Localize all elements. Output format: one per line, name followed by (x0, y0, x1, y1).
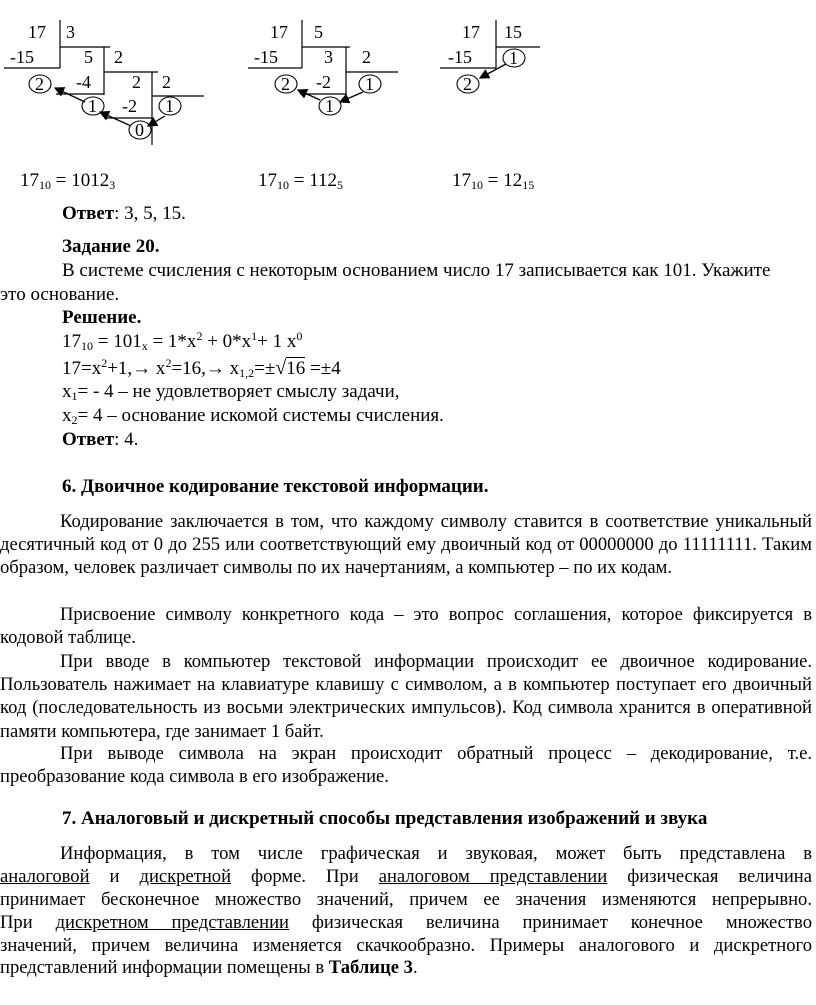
div1-q2: 2 (132, 72, 141, 92)
section6-paragraph-2: Присвоение символу конкретного кода – это вопрос соглашения, которое фиксируется в кодовой таблице. (0, 604, 812, 649)
div2-divisor: 5 (314, 22, 323, 42)
div1-divisor: 3 (66, 22, 75, 42)
div2-q2: 1 (365, 74, 374, 94)
div3-divisor: 15 (504, 22, 522, 42)
div1-r1: 2 (35, 74, 44, 94)
result-base5: $17_{10} = 112_5$ (258, 170, 344, 192)
div1-sub3: -2 (122, 96, 137, 116)
equation-2: $17=x^2+1,\to x^2=16,\to x_{1,2}=\pm√16 =\pm 4$ (62, 356, 341, 380)
table-reference: Таблице 3 (328, 957, 413, 978)
result-base3: $17_{10} = 1012_3$ (20, 170, 116, 192)
div3-q1: 1 (509, 48, 518, 68)
section7-line-1: Информация, в том числе графическая и звуковая, может быть представлена в (60, 843, 812, 864)
div2-r1: 2 (281, 74, 290, 94)
div3-r1: 2 (463, 74, 472, 94)
div2-sub2: -2 (316, 72, 331, 92)
div2-q1: 3 (324, 47, 333, 67)
division-diagrams (0, 0, 816, 200)
div3-dividend: 17 (462, 22, 480, 42)
section7-line-6: представлений информации помещены в Таблице 3. (0, 957, 418, 978)
div2-r2: 1 (325, 96, 334, 116)
div2-d2: 2 (362, 47, 371, 67)
equation-1: $17_{10} = 101_x = 1*x^2 + 0*x^1+ 1$ $x^0$ (62, 329, 303, 353)
section6-paragraph-1: Кодирование заключается в том, что каждому символу ставится в соответствие уникальный десятичный код от 0 до 255 или соответствующий ему двоичный код от 00000000 до 11111111. Таким образом, человек различает символы по их начертаниям, а компьютер – по их кодам. (0, 511, 812, 579)
div1-sub2: -4 (76, 72, 91, 92)
division-17-by-15 (440, 20, 540, 94)
term-discrete: дискретной (139, 866, 232, 887)
div1-sub1: -15 (10, 47, 34, 67)
term-analog-representation: аналоговом представлении (378, 866, 608, 887)
section6-title: 6. Двоичное кодирование текстовой информации. (62, 476, 489, 497)
div1-dividend: 17 (28, 22, 46, 42)
x1-line: $x_1= - 4$ – не удовлетворяет смыслу задачи, (62, 381, 400, 403)
div1-r2: 1 (88, 96, 97, 116)
task20-text-line1: В системе счисления с некоторым основанием число 17 записывается как 101. Укажите (62, 260, 771, 281)
div1-q3: 1 (165, 96, 174, 116)
div1-q1: 5 (84, 47, 93, 67)
div1-r3: 0 (135, 120, 144, 140)
division-17-by-3 (4, 20, 204, 145)
section7-line-5: значений, причем величина изменяется скачкообразно. Примеры аналогового и дискретного (0, 935, 812, 956)
answer-2: Ответ: 4. (62, 429, 139, 450)
div1-d3: 2 (162, 72, 171, 92)
div2-dividend: 17 (270, 22, 288, 42)
section7-line-4: При дискретном представлении физическая величина принимает конечное множество (0, 912, 812, 933)
div3-sub1: -15 (448, 47, 472, 67)
section6-paragraph-3: При вводе в компьютер текстовой информации происходит ее двоичное кодирование. Пользователь нажимает на клавиатуре клавишу с символом, а в компьютер поступает его двоичный код (последовательность из восьми электрических импульсов). Код символа хранится в оперативной памяти компьютера, где занимает 1 байт. (0, 651, 812, 742)
term-analog: аналоговой (0, 866, 90, 887)
task20-text-line2: это основание. (0, 284, 120, 305)
div1-d2: 2 (114, 47, 123, 67)
result-base15: $17_{10} = 12_{15}$ (452, 170, 535, 192)
section7-line-3: принимает бесконечное множество значений, причем ее значения изменяются непрерывно. (0, 889, 812, 910)
div2-sub1: -15 (254, 47, 278, 67)
term-discrete-representation: дискретном представлении (55, 912, 289, 933)
sqrt-radicand: 16 (286, 358, 306, 379)
task20-title: Задание 20. (62, 236, 160, 257)
answer-1: Ответ: 3, 5, 15. (62, 203, 186, 224)
section7-title: 7. Аналоговый и дискретный способы представления изображений и звука (62, 808, 708, 829)
solution-label: Решение. (62, 307, 142, 328)
division-17-by-5 (248, 20, 398, 116)
section7-line-2: аналоговой и дискретной форме. При аналоговом представлении физическая величина (0, 866, 812, 887)
x2-line: $x_2= 4$ – основание искомой системы счисления. (62, 405, 444, 427)
sqrt-sign: √ (275, 357, 287, 379)
section6-paragraph-4: При выводе символа на экран происходит обратный процесс – декодирование, т.е. преобразование кода символа в его изображение. (0, 743, 812, 788)
